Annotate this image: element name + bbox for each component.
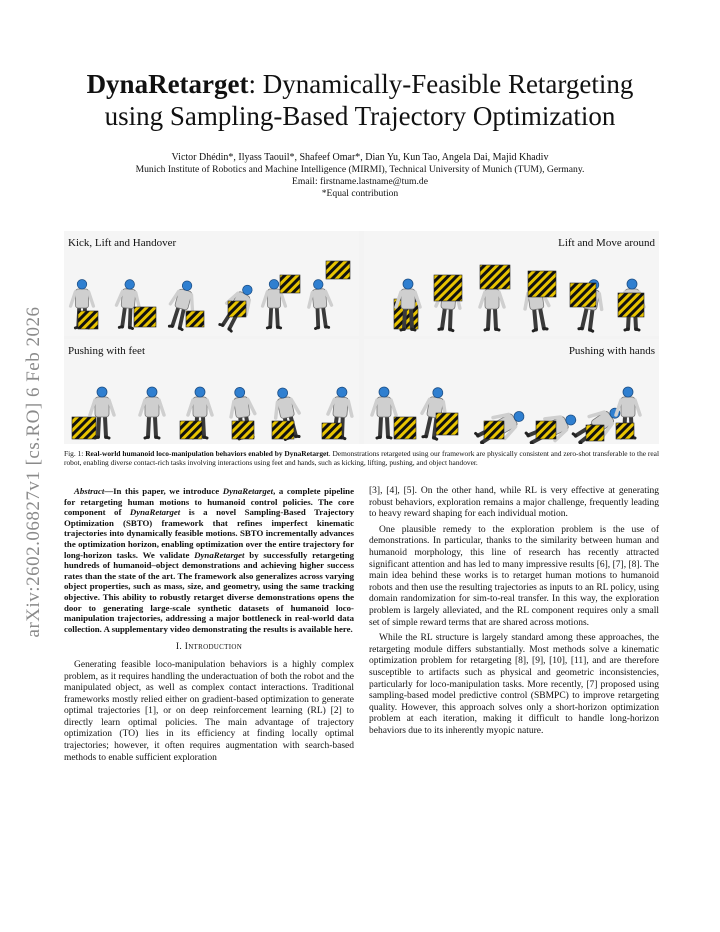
striped-box xyxy=(272,421,294,439)
panel-label-3: Pushing with feet xyxy=(68,345,145,357)
abstract-em-3: DynaRetarget xyxy=(194,549,245,560)
author-block xyxy=(60,152,660,200)
equal-contribution-line: *Equal contribution xyxy=(321,188,399,199)
abstract-text-4: by successfully retargeting hundreds of humanoid–object demonstrations and achieving higher success rates than the state of the art. The framework also generalizes across varying object properties, such as mass, size, and geometry, using the same tracking objective. This ability to robustly retarget diverse demonstrations opens the door to generating large-scale synthetic datasets of humanoid loco-manipulation trajectories, addressing a major bottleneck in real-world data collection. A supplementary video demonstrating the results is available here. xyxy=(64,549,354,634)
striped-box xyxy=(570,283,596,307)
striped-box xyxy=(536,421,556,439)
figure-1 xyxy=(64,231,659,444)
paper-title xyxy=(60,68,660,132)
humanoid-robot xyxy=(140,387,164,438)
arxiv-id-text: arXiv:2602.06827v1 [cs.RO] 6 Feb 2026 xyxy=(23,306,44,638)
panel-kick-lift-handover xyxy=(64,231,359,336)
striped-box xyxy=(528,271,556,297)
email-line: Email: firstname.lastname@tum.de xyxy=(292,176,428,187)
left-column xyxy=(64,486,354,768)
right-column xyxy=(369,486,659,741)
arxiv-identifier xyxy=(14,262,54,682)
right-paragraph-1: One plausible remedy to the exploration problem is the use of demonstrations. In particular, thanks to the similarity between human and humanoid morphology, this line of research has recently attracted significant attention and has led to many impressive results [6], [7], [8]. The main idea behind these works is to retarget human motions to humanoid robots and then use the resulting trajectories as inputs to an RL policy, using domain randomization for sim-to-real transfer. In this way, the exploration problem is largely alleviated, and the RL component requires only a small set of simple reward terms that are shared across motions. xyxy=(369,524,659,628)
abstract xyxy=(64,486,354,634)
panel-label-2: Lift and Move around xyxy=(558,237,655,249)
striped-box xyxy=(232,421,254,439)
striped-box xyxy=(394,417,416,439)
striped-box xyxy=(228,301,246,317)
caption-rest: . Demonstrations retargeted using our framework are physically consistent and zero-shot transferable to the real robot, enabling diverse contact-rich tasks involving interactions using feet and hands, such as kicking, lifting, pushing, and object handover. xyxy=(64,449,660,467)
striped-box xyxy=(78,311,98,329)
right-paragraph-0: [3], [4], [5]. On the other hand, while RL is very effective at generating robust behaviors, exploration remains a major challenge, frequently leading to heavy reward shaping for each individual motion. xyxy=(369,486,659,520)
title-bold: DynaRetarget xyxy=(86,69,249,99)
panel-label-1: Kick, Lift and Handover xyxy=(68,237,177,249)
abstract-text-3: is a novel Sampling-Based Trajectory Optimization (SBTO) framework that refines imperfect kinematic trajectories into dynamically feasible motions. SBTO incrementally advances the optimization horizon, enabling optimization over the entire trajectory for long-horizon tasks. We validate xyxy=(64,507,354,560)
caption-bold: Real-world humanoid loco-manipulation behaviors enabled by DynaRetarget xyxy=(85,449,329,458)
authors-line: Victor Dhédin*, Ilyass Taouil*, Shafeef Omar*, Dian Yu, Kun Tao, Angela Dai, Majid Khadiv xyxy=(171,152,549,163)
striped-box xyxy=(72,417,96,439)
title-rest: : Dynamically-Feasible Retargeting using Sampling-Based Trajectory Optimization xyxy=(104,69,634,131)
striped-box xyxy=(186,311,204,327)
panel-label-4: Pushing with hands xyxy=(568,345,655,357)
striped-box xyxy=(434,275,462,301)
panel-pushing-hands xyxy=(364,339,659,444)
striped-box xyxy=(484,421,504,439)
abstract-text-1: —In this paper, we introduce xyxy=(104,486,223,496)
humanoid-robot xyxy=(307,279,334,329)
panel-lift-move-around xyxy=(364,231,659,336)
figure-caption xyxy=(64,449,659,467)
striped-box xyxy=(480,265,510,289)
panel-pushing-feet xyxy=(64,339,359,444)
caption-label: Fig. 1: xyxy=(64,449,86,458)
abstract-lead: Abstract xyxy=(74,486,105,496)
striped-box xyxy=(436,413,458,435)
striped-box xyxy=(134,307,156,327)
affiliation-line: Munich Institute of Robotics and Machine Intelligence (MIRMI), Technical University of Munich (TUM), Germany. xyxy=(135,164,585,175)
striped-box xyxy=(586,425,604,441)
abstract-text-2: , a complete pipeline for retargeting human motions to humanoid control policies. The core component of xyxy=(64,486,354,518)
striped-box xyxy=(618,293,644,317)
striped-box xyxy=(280,275,300,293)
intro-paragraph-1: Generating feasible loco-manipulation behaviors is a highly complex problem, as it requires handling the underactuation of both the robot and the manipulated object, as well as complex contact interactions. Traditional frameworks mostly relied either on gradient-based optimization to generate optimal trajectories [1], or on deep reinforcement learning (RL) [2] to directly learn optimal policies. The main advantage of trajectory optimization (TO) lies in its efficiency at finding locally optimal trajectories; however, it often requires augmentation with search-based methods to enable sufficient exploration xyxy=(64,659,354,763)
right-paragraph-2: While the RL structure is largely standard among these approaches, the retargeting module differs substantially. Most methods solve a kinematic optimization problem for retargeting [8], [9], [10], [11], and are therefore susceptible to artifacts such as physical and geometric inconsistencies, particularly for loco-manipulation tasks. More recently, [7] proposed using sampling-based model predictive control (SBMPC) to improve retargeting quality. However, this approach solves only a short-horizon optimization problem at each iteration, making it difficult to handle long-horizon behaviors due to its inherently myopic nature. xyxy=(369,633,659,736)
striped-box xyxy=(326,261,350,279)
striped-box xyxy=(180,421,202,439)
striped-box xyxy=(616,423,634,439)
abstract-em-2: DynaRetarget xyxy=(129,507,181,518)
striped-box xyxy=(322,423,342,439)
section-heading-introduction: I. Introduction xyxy=(175,642,243,653)
humanoid-robot xyxy=(372,387,396,438)
abstract-em-1: DynaRetarget xyxy=(222,486,274,496)
